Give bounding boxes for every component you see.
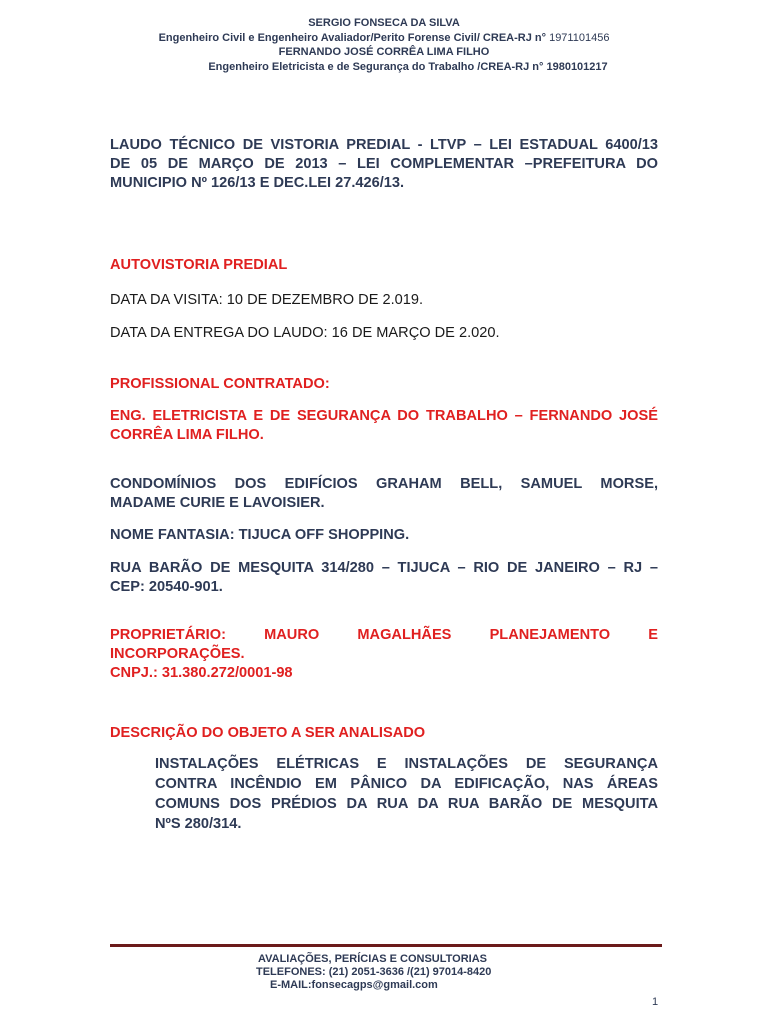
professional-name-line-1: ENG. ELETRICISTA E DE SEGURANÇA DO TRABALHO – FERNANDO JOSÉ (110, 408, 658, 424)
engineer-1-crea-number: 1971101456 (546, 31, 610, 44)
engineer-1-title: Engenheiro Civil e Engenheiro Avaliador/Perito Forense Civil/ CREA-RJ n° (158, 31, 547, 44)
address-line-2: CEP: 20540-901. (110, 579, 223, 595)
owner-cnpj: CNPJ.: 31.380.272/0001-98 (110, 665, 293, 681)
engineer-2-credentials: Engenheiro Eletricista e de Segurança do Trabalho /CREA-RJ n° 1980101217 (208, 60, 608, 73)
owner-line-1: PROPRIETÁRIO: MAURO MAGALHÃES PLANEJAMENTO E (110, 627, 658, 643)
professional-name-line-2: CORRÊA LIMA FILHO. (110, 427, 264, 443)
owner (110, 626, 658, 683)
autovistoria-heading: AUTOVISTORIA PREDIAL (110, 257, 288, 273)
report-title (110, 136, 658, 193)
object-description (155, 754, 658, 834)
object-line-3: COMUNS DOS PRÉDIOS DA RUA DA RUA BARÃO DE MESQUITA (155, 796, 658, 812)
condominium-name (110, 475, 658, 513)
report-title-line-3: MUNICIPIO Nº 126/13 E DEC.LEI 27.426/13. (110, 175, 405, 191)
page-number: 1 (652, 996, 659, 1008)
professional-heading: PROFISSIONAL CONTRATADO: (110, 376, 330, 392)
footer-services: AVALIAÇÕES, PERÍCIAS E CONSULTORIAS (258, 953, 487, 965)
delivery-date: DATA DA ENTREGA DO LAUDO: 16 DE MARÇO DE 2.020. (110, 325, 500, 341)
visit-date: DATA DA VISITA: 10 DE DEZEMBRO DE 2.019. (110, 292, 424, 308)
engineer-1-credentials (0, 31, 768, 46)
letterhead (0, 16, 768, 74)
footer-email: E-MAIL:fonsecagps@gmail.com (270, 979, 438, 991)
object-line-4: NºS 280/314. (155, 816, 242, 832)
owner-line-2: INCORPORAÇÕES. (110, 646, 245, 662)
engineer-1-name: SERGIO FONSECA DA SILVA (308, 17, 460, 29)
condominium-line-2: MADAME CURIE E LAVOISIER. (110, 495, 325, 511)
report-title-line-1: LAUDO TÉCNICO DE VISTORIA PREDIAL - LTVP – LEI ESTADUAL 6400/13 (110, 137, 658, 153)
object-line-1: INSTALAÇÕES ELÉTRICAS E INSTALAÇÕES DE SEGURANÇA (155, 756, 658, 772)
object-heading: DESCRIÇÃO DO OBJETO A SER ANALISADO (110, 725, 426, 741)
engineer-2-name: FERNANDO JOSÉ CORRÊA LIMA FILHO (278, 46, 490, 58)
footer-phones: TELEFONES: (21) 2051-3636 /(21) 97014-8420 (256, 966, 492, 978)
professional-name (110, 407, 658, 445)
address-line-1: RUA BARÃO DE MESQUITA 314/280 – TIJUCA – RIO DE JANEIRO – RJ – (110, 560, 658, 576)
footer (256, 953, 491, 992)
condominium-line-1: CONDOMÍNIOS DOS EDIFÍCIOS GRAHAM BELL, SAMUEL MORSE, (110, 476, 658, 492)
object-line-2: CONTRA INCÊNDIO EM PÂNICO DA EDIFICAÇÃO, NAS ÁREAS (155, 776, 658, 792)
address (110, 559, 658, 597)
trade-name: NOME FANTASIA: TIJUCA OFF SHOPPING. (110, 527, 410, 543)
footer-divider (110, 944, 662, 947)
report-title-line-2: DE 05 DE MARÇO DE 2013 – LEI COMPLEMENTAR –PREFEITURA DO (110, 156, 658, 172)
